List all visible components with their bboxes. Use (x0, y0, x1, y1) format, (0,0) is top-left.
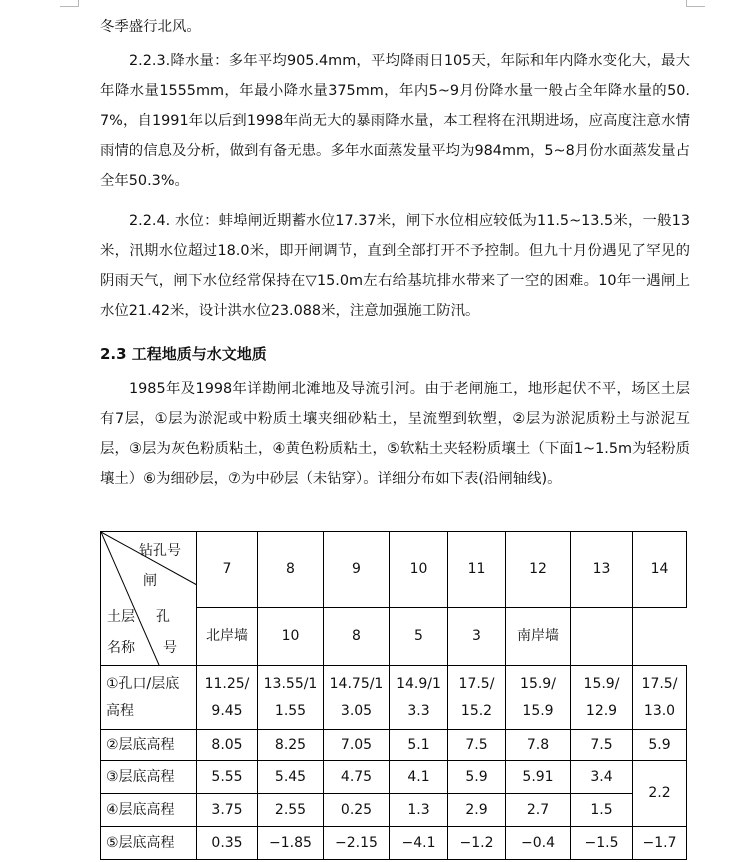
gate-hole: 5 (390, 607, 448, 665)
table-cell: 4.75 (324, 761, 390, 794)
header-name-label: 名称 (107, 640, 135, 656)
drill-number: 13 (571, 532, 633, 608)
table-cell: 14.75/1 3.05 (324, 666, 390, 730)
gate-hole: 北岸墙 (197, 607, 258, 665)
table-cell: 2.55 (258, 794, 324, 827)
gate-hole: 8 (324, 607, 390, 665)
drill-number: 8 (258, 532, 324, 608)
header-drill-label: 钻孔号 (139, 543, 181, 559)
row-label-layer1: ①孔口/层底 高程 (101, 666, 197, 730)
table-cell: −4.1 (390, 827, 448, 860)
table-cell: −2.15 (324, 827, 390, 860)
table-cell: 15.9/ 12.9 (571, 666, 633, 730)
gate-hole (571, 607, 633, 665)
page-corner-mark-right (686, 0, 705, 7)
table-cell: 0.25 (324, 794, 390, 827)
table-cell: −1.5 (571, 827, 633, 860)
table-cell: 11.25/ 9.45 (197, 666, 258, 730)
header-layer-label: 土层 (107, 609, 135, 625)
table-cell: 5.55 (197, 761, 258, 794)
section-heading: 2.3 工程地质与水文地质 (100, 345, 267, 363)
table-diagonal-header (101, 532, 197, 666)
drill-number: 9 (324, 532, 390, 608)
drill-number: 14 (633, 532, 687, 608)
row-label-layer5: ⑤层底高程 (101, 827, 197, 860)
header-number-label: 号 (163, 640, 177, 656)
table-cell-merged: 2.2 (633, 761, 687, 827)
gate-hole: 10 (258, 607, 324, 665)
table-cell: 5.91 (506, 761, 571, 794)
gate-hole: 3 (448, 607, 506, 665)
table-cell: 5.9 (448, 761, 506, 794)
table-cell: 7.05 (324, 730, 390, 761)
row-label-layer2: ②层底高程 (101, 730, 197, 761)
paragraph-winter-wind: 冬季盛行北风。 (100, 19, 201, 35)
table-cell: 5.1 (390, 730, 448, 761)
drill-number: 11 (448, 532, 506, 608)
table-cell: 0.35 (197, 827, 258, 860)
paragraph-water-level: 2.2.4. 水位：蚌埠闸近期蓄水位17.37米，闸下水位相应较低为11.5~13.5米，一般13米，汛期水位超过18.0米，即开闸调节，直到全部打开不予控制。但九十月份遇见了罕见的阴雨天气，闸下水位经常保持在▽15.0m左右给基坑排水带来了一空的困难。10年一遇闸上水位21.42米，设计洪水位23.088米，注意加强施工防汛。 (100, 213, 690, 319)
table-cell: −1.7 (633, 827, 687, 860)
table-cell: −1.85 (258, 827, 324, 860)
page-corner-mark-left (60, 0, 79, 7)
table-cell: 5.45 (258, 761, 324, 794)
table-cell: −0.4 (506, 827, 571, 860)
table-cell: 2.7 (506, 794, 571, 827)
gate-hole: 南岸墙 (506, 607, 571, 665)
header-hole-label: 孔 (156, 609, 170, 625)
table-cell: 1.3 (390, 794, 448, 827)
header-gate-label: 闸 (143, 573, 157, 589)
table-cell: 15.9/ 15.9 (506, 666, 571, 730)
table-cell: 17.5/ 13.0 (633, 666, 687, 730)
paragraph-geology: 1985年及1998年详勘闸北滩地及导流引河。由于老闸施工，地形起伏不平，场区土层有7层，①层为淤泥或中粉质土壤夹细砂粘土，呈流塑到软塑，②层为淤泥质粉土与淤泥互层，③层为灰色粉质粘土，④黄色粉质粘土，⑤软粘土夹轻粉质壤土（下面1~1.5m为轻粉质壤土）⑥为细砂层，⑦为中砂层（未钻穿）。详细分布如下表(沿闸轴线)。 (100, 381, 690, 487)
table-cell: 14.9/1 3.3 (390, 666, 448, 730)
table-cell: 17.5/ 15.2 (448, 666, 506, 730)
paragraph-precipitation: 2.2.3.降水量：多年平均905.4mm，平均降雨日105天，年际和年内降水变化大，最大年降水量1555mm，年最小降水量375mm，年内5~9月份降水量一般占全年降水量的50.7%，自1991年以后到1998年尚无大的暴雨降水量，本工程将在汛期进场，应高度注意水情雨情的信息及分析，做到有备无患。多年水面蒸发量平均为984mm，5~8月份水面蒸发量占全年50.3%。 (100, 53, 690, 189)
table-cell: 7.8 (506, 730, 571, 761)
drill-number: 7 (197, 532, 258, 608)
table-cell: 5.9 (633, 730, 687, 761)
table-cell: 8.05 (197, 730, 258, 761)
table-cell: −1.2 (448, 827, 506, 860)
drill-number: 12 (506, 532, 571, 608)
table-cell: 7.5 (571, 730, 633, 761)
table-cell: 2.9 (448, 794, 506, 827)
table-cell: 1.5 (571, 794, 633, 827)
row-label-layer3: ③层底高程 (101, 761, 197, 794)
table-cell: 7.5 (448, 730, 506, 761)
table-cell: 13.55/1 1.55 (258, 666, 324, 730)
row-label-layer4: ④层底高程 (101, 794, 197, 827)
table-cell: 3.75 (197, 794, 258, 827)
table-cell: 8.25 (258, 730, 324, 761)
drill-number: 10 (390, 532, 448, 608)
table-cell: 3.4 (571, 761, 633, 794)
table-cell: 4.1 (390, 761, 448, 794)
geology-table (100, 531, 687, 860)
